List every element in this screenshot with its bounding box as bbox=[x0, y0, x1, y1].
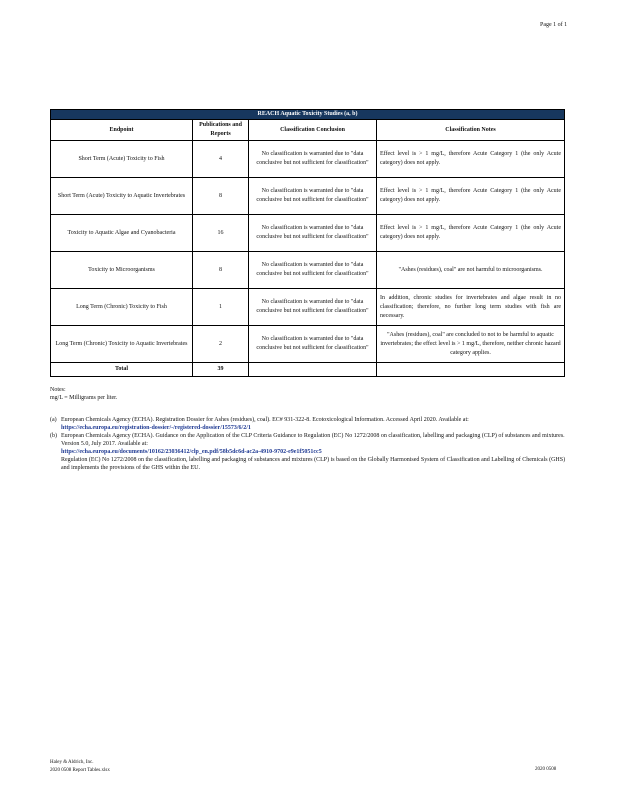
publications-cell: 2 bbox=[193, 326, 249, 363]
publications-cell: 8 bbox=[193, 178, 249, 215]
total-empty-cell bbox=[377, 363, 565, 377]
endpoint-cell: Short Term (Acute) Toxicity to Aquatic Invertebrates bbox=[51, 178, 193, 215]
endpoint-cell: Long Term (Chronic) Toxicity to Aquatic Invertebrates bbox=[51, 326, 193, 363]
notes-heading: Notes: bbox=[50, 387, 66, 393]
conclusion-cell: No classification is warranted due to "data conclusive but not sufficient for classification" bbox=[249, 326, 377, 363]
notes-section bbox=[50, 386, 570, 402]
footer-date: 2020 0508 bbox=[535, 767, 557, 772]
publications-cell: 8 bbox=[193, 252, 249, 289]
notes-cell: Effect level is > 1 mg/L, therefore Acute Category 1 (the only Acute category) does not apply. bbox=[377, 178, 565, 215]
conclusion-cell: No classification is warranted due to "data conclusive but not sufficient for classification" bbox=[249, 215, 377, 252]
reference-text: European Chemicals Agency (ECHA). Registration Dossier for Ashes (residues), coal). EC# 931-322-8. Ecotoxicological Information. Accessed April 2020. Available at: bbox=[61, 417, 469, 423]
publications-cell: 4 bbox=[193, 141, 249, 178]
table-header-row bbox=[51, 120, 565, 141]
notes-cell: In addition, chronic studies for invertebrates and algae result in no classification; therefore, no further long term studies with fish are necessary. bbox=[377, 289, 565, 326]
conclusion-cell: No classification is warranted due to "data conclusive but not sufficient for classification" bbox=[249, 141, 377, 178]
table-title-row bbox=[51, 110, 565, 120]
table-row bbox=[51, 141, 565, 178]
header-endpoint: Endpoint bbox=[51, 120, 193, 141]
header-conclusion: Classification Conclusion bbox=[249, 120, 377, 141]
reference-url-link[interactable]: https://echa.europa.eu/documents/10162/23036412/clp_en.pdf/58b5dc6d-ac2a-4910-9702-e9e1f5051cc5 bbox=[61, 449, 322, 455]
reference-item bbox=[50, 416, 570, 432]
reference-item bbox=[50, 432, 570, 456]
table-title: REACH Aquatic Toxicity Studies (a, b) bbox=[51, 110, 565, 120]
references-section bbox=[50, 416, 570, 472]
publications-cell: 16 bbox=[193, 215, 249, 252]
notes-cell: "Ashes (residues), coal" are not harmful to microorganisms. bbox=[377, 252, 565, 289]
table-row bbox=[51, 215, 565, 252]
endpoint-cell: Toxicity to Microorganisms bbox=[51, 252, 193, 289]
total-row bbox=[51, 363, 565, 377]
notes-cell: Effect level is > 1 mg/L, therefore Acute Category 1 (the only Acute category) does not apply. bbox=[377, 141, 565, 178]
endpoint-cell: Short Term (Acute) Toxicity to Fish bbox=[51, 141, 193, 178]
notes-cell: "Ashes (residues), coal" are concluded to not to be harmful to aquatic invertebrates; the effect level is > 1 mg/L, therefore, neither chronic hazard category applies. bbox=[377, 326, 565, 363]
footer-company: Haley & Aldrich, Inc. bbox=[50, 760, 94, 765]
reference-text: European Chemicals Agency (ECHA). Guidance on the Application of the CLP Criteria Guidance to Regulation (EC) No 1272/2008 on classification, labelling and packaging (CLP) of substances and mixtures. Version 5.0, July 2017. Available at: bbox=[61, 433, 565, 447]
footer-left bbox=[50, 759, 110, 775]
conclusion-cell: No classification is warranted due to "data conclusive but not sufficient for classification" bbox=[249, 178, 377, 215]
endpoint-cell: Long Term (Chronic) Toxicity to Fish bbox=[51, 289, 193, 326]
header-publications: Publications and Reports bbox=[193, 120, 249, 141]
total-value: 39 bbox=[193, 363, 249, 377]
page-number: Page 1 of 1 bbox=[540, 22, 568, 28]
reference-label: (b) bbox=[50, 433, 57, 439]
regulation-note: Regulation (EC) No 1272/2008 on the classification, labelling and packaging of substances and mixtures (CLP) is based on the Globally Harmonised System of Classification and Labelling of Chemicals (GHS) and implements the provisions of the GHS within the EU. bbox=[61, 457, 566, 471]
reference-label: (a) bbox=[50, 417, 57, 423]
table-row bbox=[51, 326, 565, 363]
total-label: Total bbox=[51, 363, 193, 377]
header-notes: Classification Notes bbox=[377, 120, 565, 141]
table-row bbox=[51, 178, 565, 215]
notes-line: mg/L = Milligrams per liter. bbox=[50, 395, 118, 401]
conclusion-cell: No classification is warranted due to "data conclusive but not sufficient for classification" bbox=[249, 252, 377, 289]
notes-cell: Effect level is > 1 mg/L, therefore Acute Category 1 (the only Acute category) does not apply. bbox=[377, 215, 565, 252]
table-row bbox=[51, 252, 565, 289]
table-row bbox=[51, 289, 565, 326]
publications-cell: 1 bbox=[193, 289, 249, 326]
aquatic-toxicity-table bbox=[50, 109, 565, 377]
total-empty-cell bbox=[249, 363, 377, 377]
footer-filename: 2020 0508 Report Tables.xlsx bbox=[50, 768, 110, 773]
endpoint-cell: Toxicity to Aquatic Algae and Cyanobacteria bbox=[51, 215, 193, 252]
reference-url-link[interactable]: https://echa.europa.eu/registration-dossier/-/registered-dossier/15573/6/2/1 bbox=[61, 425, 251, 431]
conclusion-cell: No classification is warranted due to "data conclusive but not sufficient for classification" bbox=[249, 289, 377, 326]
